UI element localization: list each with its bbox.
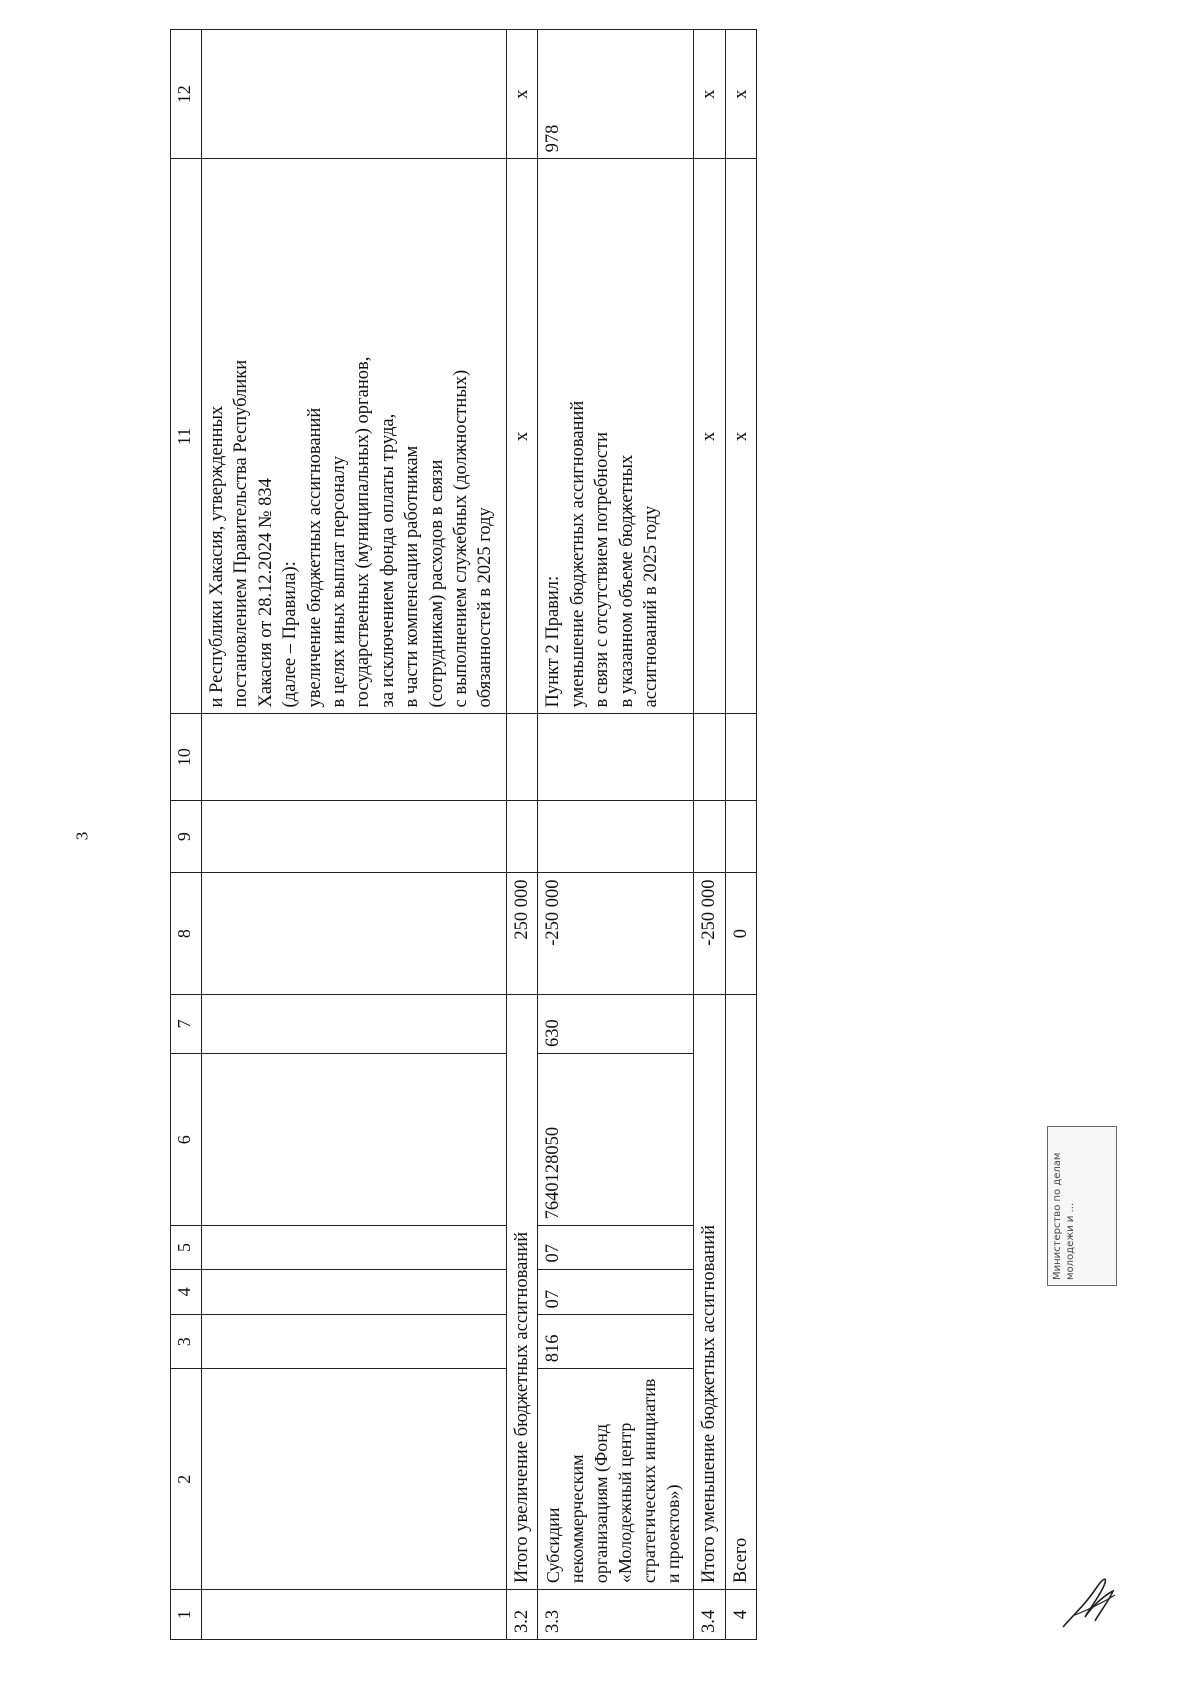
col-num: 3 [171, 1315, 202, 1369]
cell [202, 1226, 507, 1269]
amount-cell: 250 000 [507, 873, 538, 994]
col-num: 1 [171, 1590, 202, 1640]
cell [507, 800, 538, 873]
cell [202, 1053, 507, 1225]
cell: x [694, 30, 725, 159]
col-num: 8 [171, 873, 202, 994]
amount-cell: -250 000 [694, 873, 725, 994]
col-num: 5 [171, 1226, 202, 1269]
amount-cell: 0 [725, 873, 756, 994]
cell [538, 800, 694, 873]
cell [202, 1590, 507, 1640]
signature-icon [1055, 1565, 1125, 1635]
budget-table-container [170, 29, 820, 1640]
table-row [538, 30, 694, 1640]
cell [694, 714, 725, 800]
justification-cell: и Республики Хакасия, утвержденных постановлением Правительства Республики Хакасия от 28.12.2024 № 834 (далее – Правила): увеличение бюджетных ассигнований в целях иных выплат персоналу государственных (муниципальных) органов, за исключением фонда оплаты труда, в части компенсации работникам (сотрудникам) расходов в связи с выполнением служебных (должностных) обязанностей в 2025 году [202, 159, 507, 714]
subtotal-row-decrease [694, 30, 725, 1640]
cell [202, 30, 507, 159]
cell [202, 800, 507, 873]
cell [202, 1269, 507, 1315]
col-num: 12 [171, 30, 202, 159]
cell: x [725, 30, 756, 159]
col-num: 6 [171, 1053, 202, 1225]
cell: x [507, 159, 538, 714]
cell [202, 994, 507, 1053]
justification-cell: Пункт 2 Правил: уменьшение бюджетных ассигнований в связи с отсутствием потребности в указанном объеме бюджетных ассигнований в 2025 году [538, 159, 694, 714]
cell [725, 800, 756, 873]
col-num: 10 [171, 714, 202, 800]
cell [202, 714, 507, 800]
col-num: 9 [171, 800, 202, 873]
column-number-row [171, 30, 202, 1640]
row-number: 3.2 [507, 1590, 538, 1640]
row-number: 3.3 [538, 1590, 694, 1640]
row-number: 3.4 [694, 1590, 725, 1640]
col-num: 4 [171, 1269, 202, 1315]
cell [694, 800, 725, 873]
total-label: Всего [725, 994, 756, 1589]
cell [202, 1369, 507, 1590]
cell: x [694, 159, 725, 714]
cell: 7640128050 [538, 1053, 694, 1225]
cell: 816 [538, 1315, 694, 1369]
registration-stamp [1047, 1126, 1117, 1286]
cell [202, 873, 507, 994]
row-number: 4 [725, 1590, 756, 1640]
subtotal-label: Итого увеличение бюджетных ассигнований [507, 994, 538, 1589]
amount-cell: -250 000 [538, 873, 694, 994]
stamp-line: Министерство по делам [1052, 1152, 1063, 1280]
cell [725, 714, 756, 800]
cell: 630 [538, 994, 694, 1053]
cell: x [725, 159, 756, 714]
stamp-line: молодежи и ... [1065, 1202, 1076, 1280]
subtotal-row-increase [507, 30, 538, 1640]
table-row [202, 30, 507, 1640]
col-num: 2 [171, 1369, 202, 1590]
cell: 978 [538, 30, 694, 159]
cell: 07 [538, 1226, 694, 1269]
cell: 07 [538, 1269, 694, 1315]
cell [507, 714, 538, 800]
page-number: 3 [72, 831, 92, 841]
budget-table [170, 29, 757, 1640]
expense-name: Субсидии некоммерческим организациям (Фонд «Молодежный центр стратегических инициатив и проектов») [538, 1369, 694, 1590]
cell [538, 714, 694, 800]
subtotal-label: Итого уменьшение бюджетных ассигнований [694, 994, 725, 1589]
cell: x [507, 30, 538, 159]
total-row [725, 30, 756, 1640]
cell [202, 1315, 507, 1369]
col-num: 7 [171, 994, 202, 1053]
col-num: 11 [171, 159, 202, 714]
